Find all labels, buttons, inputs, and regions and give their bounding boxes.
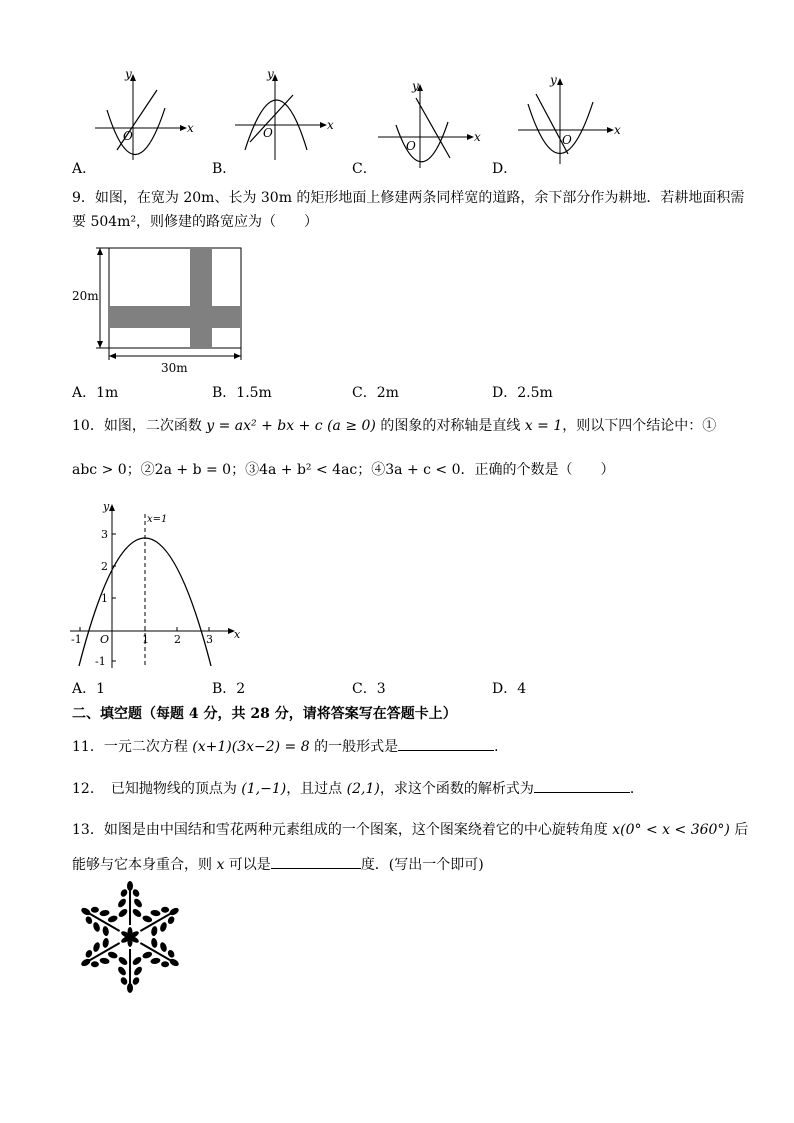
- q8-graph-a: [95, 67, 195, 165]
- q10-option-a[interactable]: A．1: [72, 681, 106, 697]
- q10-ylabel: y: [103, 500, 110, 513]
- q8-graph-b: [235, 67, 335, 165]
- q10-ytick-3: 3: [101, 528, 108, 541]
- q11-answer-blank[interactable]: [398, 736, 494, 751]
- q10-ytick-1: 1: [101, 592, 108, 605]
- q13-line1-suffix: 后: [729, 822, 749, 838]
- q9-height-label: 20m: [72, 289, 99, 303]
- q8-option-c[interactable]: C．: [352, 161, 377, 177]
- q12-mid: ，且过点: [286, 781, 347, 797]
- q10-text-line1: [72, 416, 716, 436]
- q13-center-flower: [120, 927, 140, 947]
- q8-option-a[interactable]: A．: [72, 161, 97, 177]
- q13-line1-prefix: 13．如图是由中国结和雪花两种元素组成的一个图案，这个图案绕着它的中心旋转角度: [72, 822, 613, 838]
- q12-prefix: 12． 已知抛物线的顶点为: [72, 781, 242, 797]
- q10-axis-eq: x = 1: [524, 418, 563, 434]
- q10-xtick-origin: O: [100, 633, 110, 646]
- q13-condition: x(0° < x < 360°): [612, 822, 730, 838]
- q10-option-c[interactable]: C．3: [352, 681, 386, 697]
- q8-option-d[interactable]: D．: [492, 161, 518, 177]
- q10-xtick-1: 1: [142, 633, 149, 646]
- q13-answer-blank[interactable]: [271, 854, 361, 869]
- q9-text-line2: 要 504m²，则修建的路宽应为（ ）: [72, 214, 319, 230]
- q9-text-line1: 9．如图，在宽为 20m、长为 30m 的矩形地面上修建两条同样宽的道路，余下部分作为耕地．若耕地面积需: [72, 190, 745, 206]
- q10-equation: y = ax² + bx + c (a ≥ 0): [206, 418, 376, 434]
- q12-end: ．: [629, 781, 644, 797]
- q13-line2-suffix: 度．(写出一个即可): [360, 857, 484, 873]
- q10-ytick-neg1: -1: [95, 655, 106, 668]
- q8a-origin: O: [123, 129, 133, 143]
- q10-option-b[interactable]: B．2: [212, 681, 246, 697]
- q13-line2-mid: 可以是: [224, 857, 271, 873]
- q11-end: ．: [494, 739, 509, 755]
- q9-option-c[interactable]: C．2m: [352, 385, 399, 401]
- q9-option-a[interactable]: A．1m: [72, 385, 119, 401]
- q10-xlabel: x: [234, 628, 241, 641]
- q8d-y-label: y: [550, 73, 557, 87]
- q10-parabola-graph: [70, 500, 245, 672]
- q8d-origin: O: [562, 133, 572, 147]
- section2-heading: 二、填空题（每题 4 分，共 28 分，请将答案写在答题卡上）: [72, 706, 457, 722]
- q12-point: (2,1): [346, 781, 380, 797]
- q10-xtick-2: 2: [174, 633, 181, 646]
- q12-suffix: ，求这个函数的解析式为: [379, 781, 534, 797]
- q13-snowflake-pattern: [70, 878, 190, 996]
- q12-vertex: (1,−1): [241, 781, 287, 797]
- q10-axis-line-label: x=1: [147, 514, 168, 525]
- q9-field-figure: [72, 244, 247, 376]
- q8-graph-c: [378, 80, 483, 170]
- q8b-x-label: x: [327, 118, 334, 132]
- q11-suffix: 的一般形式是: [309, 739, 399, 755]
- q9-option-d[interactable]: D．2.5m: [492, 385, 553, 401]
- q11-prefix: 11．一元二次方程: [72, 739, 193, 755]
- q12-answer-blank[interactable]: [534, 778, 630, 793]
- q13-text-line2: [72, 854, 484, 875]
- q10-suffix: ，则以下四个结论中：①: [562, 418, 717, 434]
- q13-line2-prefix: 能够与它本身重合，则: [72, 857, 217, 873]
- q10-xtick-neg1: -1: [71, 633, 82, 646]
- q13-text-line1: [72, 820, 748, 840]
- q10-text-line2: abc > 0；②2a + b = 0；③4a + b² < 4ac；④3a + c < 0．正确的个数是（ ）: [72, 462, 615, 478]
- q8c-x-label: x: [474, 130, 481, 144]
- q10-xtick-3: 3: [206, 633, 213, 646]
- q8-graph-d: [518, 74, 623, 166]
- q8b-y-label: y: [267, 67, 274, 81]
- q8a-y-label: y: [125, 67, 132, 81]
- q8-option-b[interactable]: B．: [212, 161, 237, 177]
- q10-mid: 的图象的对称轴是直线: [375, 418, 525, 434]
- q11-text: [72, 736, 508, 757]
- q8d-x-label: x: [614, 123, 621, 137]
- q10-prefix: 10．如图，二次函数: [72, 418, 207, 434]
- q13-variable: x: [216, 857, 225, 873]
- q8c-origin: O: [406, 139, 416, 153]
- q11-equation: (x+1)(3x−2) = 8: [192, 739, 310, 755]
- q9-option-b[interactable]: B．1.5m: [212, 385, 272, 401]
- q10-option-d[interactable]: D．4: [492, 681, 527, 697]
- q8c-y-label: y: [412, 79, 419, 93]
- q8a-x-label: x: [187, 121, 194, 135]
- q8b-origin: O: [263, 126, 273, 140]
- q12-text: [72, 778, 644, 799]
- q9-width-label: 30m: [161, 361, 188, 375]
- q10-ytick-2: 2: [101, 560, 108, 573]
